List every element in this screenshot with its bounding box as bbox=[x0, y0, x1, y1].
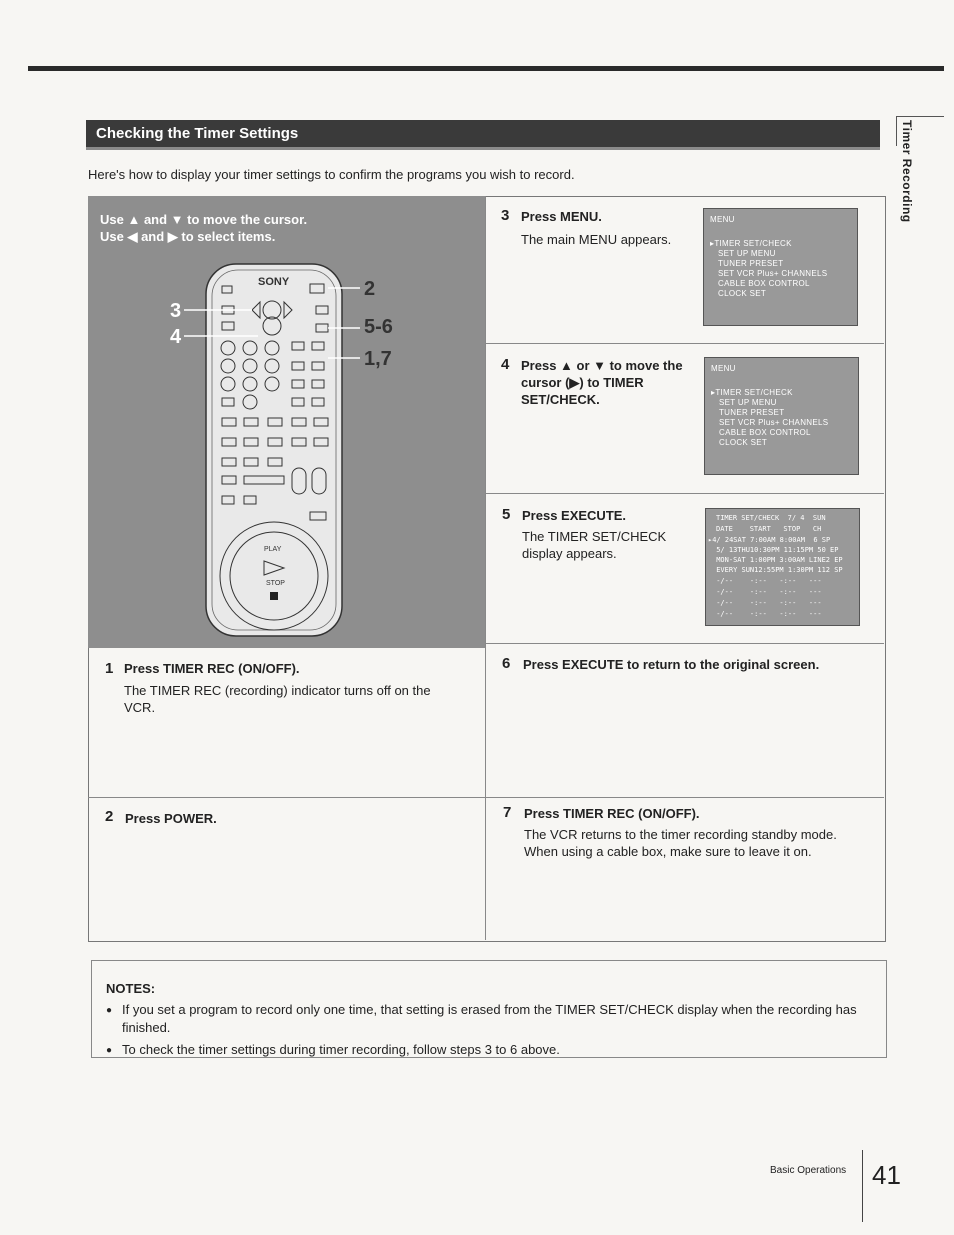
step-4-title-2: cursor (▶) to TIMER bbox=[521, 375, 644, 390]
step-2-title: Press POWER. bbox=[125, 811, 217, 826]
menu-screen-1 bbox=[703, 208, 858, 326]
menu-item: CABLE BOX CONTROL bbox=[718, 279, 810, 288]
step-3-number: 3 bbox=[501, 207, 510, 224]
note-item: To check the timer settings during timer recording, follow steps 3 to 6 above. bbox=[122, 1042, 560, 1057]
step-4-title-1: Press ▲ or ▼ to move the bbox=[521, 358, 683, 373]
step-7-title: Press TIMER REC (ON/OFF). bbox=[524, 806, 700, 821]
side-rule bbox=[896, 116, 944, 117]
timer-screen-line: EVERY SUN12:55PM 1:30PM 112 SP bbox=[712, 566, 843, 574]
timer-screen-line: ▸4/ 24SAT 7:00AM 8:00AM 6 SP bbox=[708, 536, 831, 544]
section-header bbox=[86, 120, 880, 147]
stop-label: STOP bbox=[266, 580, 285, 587]
callout-2: 2 bbox=[364, 278, 376, 300]
timer-screen-line: -/-- -:-- -:-- --- bbox=[712, 588, 822, 596]
note-item: If you set a program to record only one time, that setting is erased from the TIMER SET/CHECK display when the recording has finished. bbox=[122, 1002, 857, 1035]
footer-section: Basic Operations bbox=[770, 1165, 847, 1176]
timer-screen-line: -/-- -:-- -:-- --- bbox=[712, 610, 822, 618]
timer-screen-line: -/-- -:-- -:-- --- bbox=[712, 577, 822, 585]
step-1-body: The TIMER REC (recording) indicator turns off on the VCR. bbox=[124, 683, 431, 715]
step-4-number: 4 bbox=[501, 356, 510, 373]
callout-5-6: 5-6 bbox=[364, 316, 393, 338]
panel-instruction-2: Use ◀ and ▶ to select items. bbox=[100, 229, 276, 244]
menu-item: SET UP MENU bbox=[718, 249, 776, 258]
step-1-number: 1 bbox=[105, 660, 114, 677]
grid-divider-3-4 bbox=[485, 343, 884, 344]
step-3-body: The main MENU appears. bbox=[521, 232, 672, 247]
menu-item: TUNER PRESET bbox=[719, 408, 785, 417]
section-title: Checking the Timer Settings bbox=[96, 125, 299, 142]
grid-divider-vertical bbox=[485, 196, 486, 940]
callout-1-7: 1,7 bbox=[364, 348, 392, 370]
notes-box bbox=[91, 960, 887, 1058]
step-7-body-1: The VCR returns to the timer recording standby mode. bbox=[524, 827, 837, 842]
menu-item: ▸TIMER SET/CHECK bbox=[710, 239, 792, 248]
menu-item: SET VCR Plus+ CHANNELS bbox=[719, 418, 829, 427]
bullet-icon: ● bbox=[106, 1045, 113, 1056]
header-shadow bbox=[86, 147, 880, 150]
menu-screen-title: MENU bbox=[711, 364, 736, 373]
timer-set-check-screen bbox=[705, 508, 860, 626]
step-5-body-1: The TIMER SET/CHECK bbox=[522, 529, 667, 544]
timer-screen-line: -/-- -:-- -:-- --- bbox=[712, 599, 822, 607]
step-6-title: Press EXECUTE to return to the original screen. bbox=[523, 657, 820, 672]
bullet-icon: ● bbox=[106, 1005, 113, 1016]
side-section-title bbox=[890, 120, 920, 230]
remote-illustration-panel bbox=[88, 196, 485, 648]
menu-item: TUNER PRESET bbox=[718, 259, 784, 268]
menu-item: CLOCK SET bbox=[718, 289, 767, 298]
callout-3: 3 bbox=[170, 300, 182, 322]
play-label: PLAY bbox=[264, 546, 282, 553]
step-7-number: 7 bbox=[503, 804, 512, 821]
menu-screen-2 bbox=[704, 357, 859, 475]
timer-screen-line: 5/ 13THU10:30PM 11:15PM 50 EP bbox=[712, 546, 839, 554]
footer-rule bbox=[862, 1150, 863, 1222]
menu-item: CABLE BOX CONTROL bbox=[719, 428, 811, 437]
intro-text: Here's how to display your timer settings to confirm the programs you wish to record. bbox=[88, 167, 575, 182]
panel-instruction-1: Use ▲ and ▼ to move the cursor. bbox=[100, 212, 308, 227]
step-3-title: Press MENU. bbox=[521, 209, 602, 224]
page-number: 41 bbox=[872, 1160, 901, 1190]
timer-screen-line: TIMER SET/CHECK 7/ 4 SUN bbox=[716, 514, 826, 522]
step-1-title: Press TIMER REC (ON/OFF). bbox=[124, 661, 300, 676]
menu-item: SET VCR Plus+ CHANNELS bbox=[718, 269, 828, 278]
grid-divider-4-5 bbox=[485, 493, 884, 494]
menu-screen-title: MENU bbox=[710, 215, 735, 224]
notes-heading: NOTES: bbox=[106, 981, 156, 996]
grid-divider-5-6 bbox=[485, 643, 884, 644]
step-5-body-2: display appears. bbox=[522, 546, 617, 561]
step-5-title: Press EXECUTE. bbox=[522, 508, 627, 523]
callout-4: 4 bbox=[170, 326, 182, 348]
menu-item: CLOCK SET bbox=[719, 438, 768, 447]
remote-control-illustration bbox=[88, 196, 485, 648]
step-7-body-2: When using a cable box, make sure to leave it on. bbox=[524, 844, 812, 859]
step-2-number: 2 bbox=[105, 808, 114, 825]
step-6-number: 6 bbox=[502, 655, 511, 672]
step-4-title-3: SET/CHECK. bbox=[521, 392, 600, 407]
step-5-number: 5 bbox=[502, 506, 511, 523]
grid-divider-row bbox=[88, 797, 884, 798]
timer-screen-line: DATE START STOP CH bbox=[716, 525, 822, 533]
remote-brand: SONY bbox=[258, 276, 290, 288]
timer-screen-line: MON-SAT 1:00PM 3:00AM LINE2 EP bbox=[712, 556, 843, 564]
side-title-text: Timer Recording bbox=[900, 120, 914, 223]
menu-item: ▸TIMER SET/CHECK bbox=[711, 388, 793, 397]
top-rule bbox=[28, 66, 944, 71]
menu-item: SET UP MENU bbox=[719, 398, 777, 407]
